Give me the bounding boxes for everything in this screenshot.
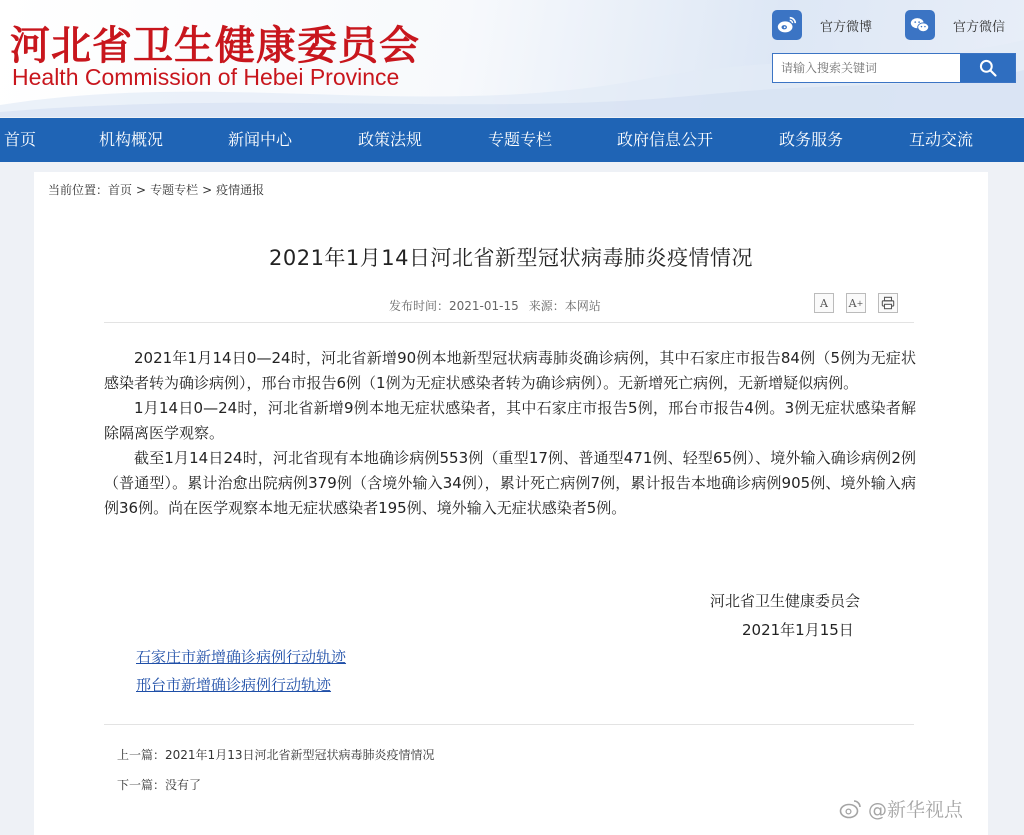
main-nav: [0, 118, 1024, 162]
source-value: 本网站: [564, 299, 601, 313]
publish-label: 发布时间：: [389, 299, 450, 313]
next-article: [117, 776, 201, 793]
wechat-label: 官方微信: [953, 19, 1006, 35]
publish-date: 2021-01-15: [449, 299, 519, 313]
watermark-text: @新华视点: [868, 799, 964, 821]
breadcrumb-separator: >: [136, 183, 147, 197]
search-icon: [978, 58, 998, 78]
site-logo-subtitle[interactable]: Health Commission of Hebei Province: [12, 64, 400, 90]
search-button[interactable]: [960, 54, 1015, 82]
search-input[interactable]: [773, 54, 960, 82]
search-box: [772, 53, 1016, 83]
related-link-shijiazhuang[interactable]: 石家庄市新增确诊病例行动轨迹: [136, 648, 347, 666]
font-larger-icon: A: [848, 296, 857, 310]
prev-article: [117, 746, 434, 763]
nav-item-gov-info[interactable]: 政府信息公开: [617, 130, 714, 149]
font-smaller-icon: A: [820, 296, 828, 310]
article-signature-date: 2021年1月15日: [742, 621, 854, 639]
next-label: 下一篇：: [117, 778, 166, 792]
breadcrumb-item-home[interactable]: 首页: [108, 183, 133, 197]
nav-item-news[interactable]: 新闻中心: [228, 130, 293, 149]
nav-item-interaction[interactable]: 互动交流: [909, 130, 974, 149]
article-signature: 河北省卫生健康委员会: [710, 592, 861, 610]
article-paragraph: 截至1月14日24时，河北省现有本地确诊病例553例（重型17例、普通型471例、轻型65例）、境外输入确诊病例2例（普通型）。累计治愈出院病例379例（含境外输入34例），累计死亡病例7例，累计报告本地确诊病例905例、境外输入病例36例。尚在医学观察本地无症状感染者195例、境外输入无症状感染者5例。: [104, 449, 916, 517]
breadcrumb-separator: >: [202, 183, 213, 197]
breadcrumb-item-topics[interactable]: 专题专栏: [150, 183, 199, 197]
article-meta: [389, 297, 601, 314]
prev-label: 上一篇：: [117, 748, 166, 762]
site-header: [0, 0, 1024, 117]
article-body: [104, 346, 916, 521]
title-divider: [104, 322, 914, 323]
breadcrumb-prefix: 当前位置：: [48, 183, 109, 197]
article-panel: [34, 172, 988, 835]
site-logo-title[interactable]: 河北省卫生健康委员会: [10, 23, 420, 69]
article-paragraph: 1月14日0—24时，河北省新增9例本地无症状感染者，其中石家庄市报告5例，邢台市报告4例。3例无症状感染者解除隔离医学观察。: [104, 399, 916, 442]
nav-item-policy[interactable]: 政策法规: [358, 130, 423, 149]
source-label: 来源：: [528, 299, 565, 313]
nav-item-services[interactable]: 政务服务: [779, 130, 844, 149]
watermark: [838, 795, 963, 822]
weibo-link[interactable]: [772, 10, 872, 40]
breadcrumb-item-epidemic[interactable]: 疫情通报: [216, 183, 265, 197]
font-larger-plus: +: [856, 298, 864, 308]
weibo-watermark-icon: [838, 798, 864, 820]
nav-item-topics[interactable]: 专题专栏: [488, 130, 553, 149]
wechat-icon: [905, 10, 935, 40]
nav-item-home[interactable]: 首页: [4, 130, 37, 149]
pager-divider: [104, 724, 914, 725]
breadcrumb: [48, 181, 264, 198]
font-smaller-button[interactable]: [814, 293, 834, 313]
article-tools: [814, 293, 910, 313]
next-article-link[interactable]: 没有了: [165, 778, 202, 792]
nav-item-about[interactable]: 机构概况: [99, 130, 164, 149]
wechat-link[interactable]: [905, 10, 1005, 40]
prev-article-link[interactable]: 2021年1月13日河北省新型冠状病毒肺炎疫情情况: [165, 748, 435, 762]
print-icon: [881, 296, 895, 310]
article-paragraph: 2021年1月14日0—24时，河北省新增90例本地新型冠状病毒肺炎确诊病例，其中石家庄市报告84例（5例为无症状感染者转为确诊病例），邢台市报告6例（1例为无症状感染者转为确诊病例）。无新增死亡病例，无新增疑似病例。: [104, 349, 916, 392]
font-larger-button[interactable]: [846, 293, 866, 313]
article-title: 2021年1月14日河北省新型冠状病毒肺炎疫情情况: [268, 246, 754, 270]
weibo-icon: [772, 10, 802, 40]
related-link-xingtai[interactable]: 邢台市新增确诊病例行动轨迹: [136, 676, 332, 694]
weibo-label: 官方微博: [820, 19, 873, 35]
print-button[interactable]: [878, 293, 898, 313]
